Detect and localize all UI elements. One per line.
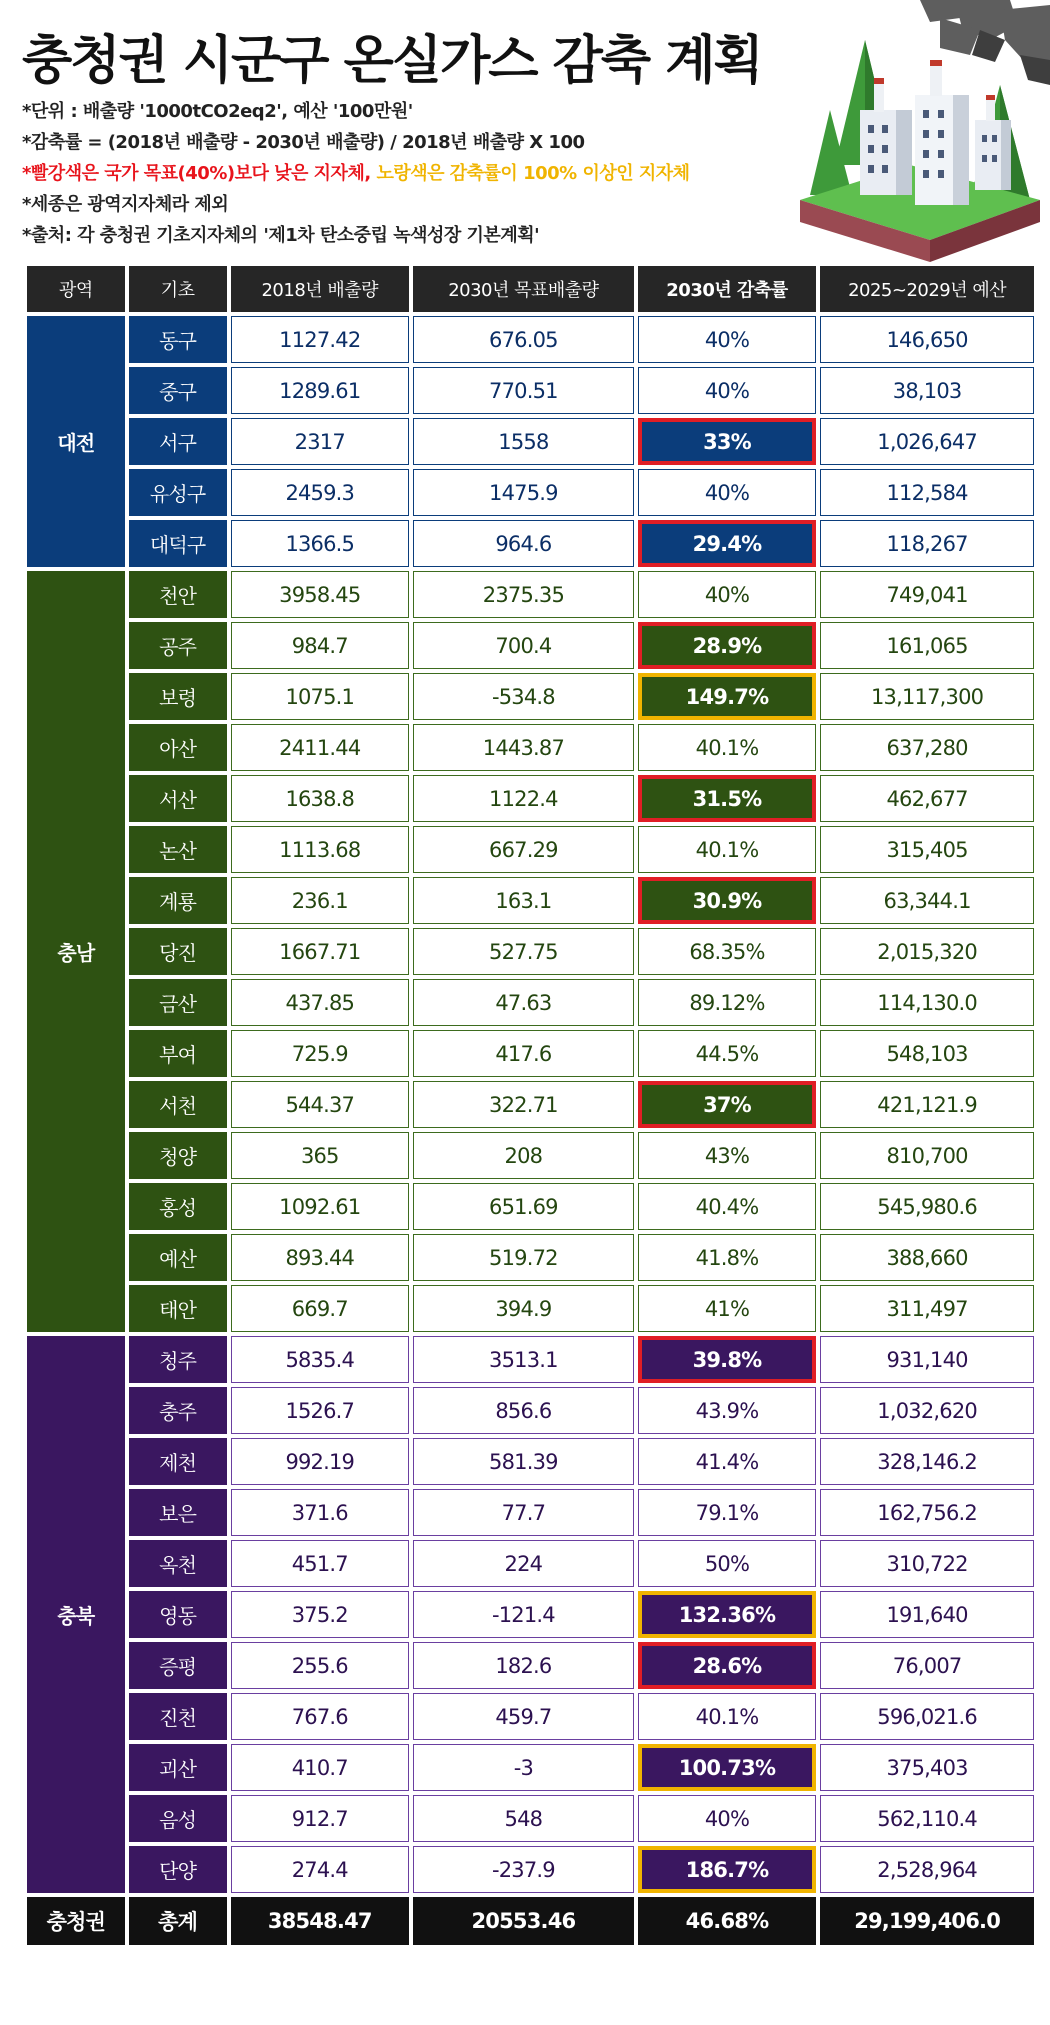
district-cell: 보은: [129, 1489, 227, 1536]
emission-2018-cell: 1289.61: [231, 367, 409, 414]
header-district: 기초: [129, 266, 227, 312]
budget-cell: 315,405: [820, 826, 1034, 873]
header-reduction-rate: 2030년 감축률: [638, 266, 816, 312]
table-row: [27, 1438, 1034, 1485]
budget-cell: 311,497: [820, 1285, 1034, 1332]
region-cell: 대전: [27, 316, 125, 567]
table-row: [27, 1234, 1034, 1281]
district-cell: 대덕구: [129, 520, 227, 567]
emission-2018-cell: 451.7: [231, 1540, 409, 1587]
district-cell: 논산: [129, 826, 227, 873]
emission-2018-cell: 1127.42: [231, 316, 409, 363]
district-cell: 청주: [129, 1336, 227, 1383]
target-2030-cell: 581.39: [413, 1438, 634, 1485]
total-row: [27, 1897, 1034, 1945]
reduction-rate-cell: 41.8%: [638, 1234, 816, 1281]
budget-cell: 596,021.6: [820, 1693, 1034, 1740]
emission-2018-cell: 1667.71: [231, 928, 409, 975]
budget-cell: 1,026,647: [820, 418, 1034, 465]
table-row: [27, 979, 1034, 1026]
region-cell: 충남: [27, 571, 125, 1332]
target-2030-cell: -121.4: [413, 1591, 634, 1638]
reduction-rate-cell-flagged: 31.5%: [638, 775, 816, 822]
budget-cell: 1,032,620: [820, 1387, 1034, 1434]
table-row: [27, 1336, 1034, 1383]
target-2030-cell: 77.7: [413, 1489, 634, 1536]
district-cell: 서산: [129, 775, 227, 822]
district-cell: 서구: [129, 418, 227, 465]
reduction-rate-cell-flagged: 39.8%: [638, 1336, 816, 1383]
header-target-2030: 2030년 목표배출량: [413, 266, 634, 312]
target-2030-cell: 1475.9: [413, 469, 634, 516]
budget-cell: 637,280: [820, 724, 1034, 771]
target-2030-cell: 1558: [413, 418, 634, 465]
reduction-rate-cell: 40.1%: [638, 1693, 816, 1740]
district-cell: 홍성: [129, 1183, 227, 1230]
note-legend: [22, 158, 782, 189]
budget-cell: 191,640: [820, 1591, 1034, 1638]
target-2030-cell: 667.29: [413, 826, 634, 873]
reduction-rate-cell: 40.1%: [638, 826, 816, 873]
budget-cell: 114,130.0: [820, 979, 1034, 1026]
reduction-rate-cell: 40.1%: [638, 724, 816, 771]
reduction-rate-cell: 40%: [638, 367, 816, 414]
reduction-rate-cell-flagged: 29.4%: [638, 520, 816, 567]
target-2030-cell: 856.6: [413, 1387, 634, 1434]
table-row: [27, 928, 1034, 975]
reduction-rate-cell-flagged: 33%: [638, 418, 816, 465]
header-region: 광역: [27, 266, 125, 312]
emission-2018-cell: 2411.44: [231, 724, 409, 771]
reduction-rate-cell: 68.35%: [638, 928, 816, 975]
target-2030-cell: 208: [413, 1132, 634, 1179]
reduction-rate-cell-flagged: 132.36%: [638, 1591, 816, 1638]
reduction-rate-cell-flagged: 28.6%: [638, 1642, 816, 1689]
table-row: [27, 1846, 1034, 1893]
header-emission-2018: 2018년 배출량: [231, 266, 409, 312]
budget-cell: 462,677: [820, 775, 1034, 822]
district-cell: 당진: [129, 928, 227, 975]
district-cell: 충주: [129, 1387, 227, 1434]
target-2030-cell: 700.4: [413, 622, 634, 669]
budget-cell: 2,015,320: [820, 928, 1034, 975]
table-row: [27, 1183, 1034, 1230]
reduction-rate-cell: 40%: [638, 1795, 816, 1842]
budget-cell: 810,700: [820, 1132, 1034, 1179]
emission-2018-cell: 1526.7: [231, 1387, 409, 1434]
reduction-rate-cell: 79.1%: [638, 1489, 816, 1536]
page-title: 충청권 시군구 온실가스 감축 계획: [22, 31, 762, 91]
reduction-rate-cell: 41.4%: [638, 1438, 816, 1485]
district-cell: 예산: [129, 1234, 227, 1281]
table-row: [27, 1387, 1034, 1434]
district-cell: 금산: [129, 979, 227, 1026]
total-reduction-rate-cell: 46.68%: [638, 1897, 816, 1945]
district-cell: 태안: [129, 1285, 227, 1332]
emission-2018-cell: 984.7: [231, 622, 409, 669]
budget-cell: 562,110.4: [820, 1795, 1034, 1842]
target-2030-cell: 47.63: [413, 979, 634, 1026]
district-cell: 단양: [129, 1846, 227, 1893]
emission-2018-cell: 3958.45: [231, 571, 409, 618]
emission-2018-cell: 371.6: [231, 1489, 409, 1536]
table-row: [27, 418, 1034, 465]
total-budget-cell: 29,199,406.0: [820, 1897, 1034, 1945]
budget-cell: 328,146.2: [820, 1438, 1034, 1485]
district-cell: 음성: [129, 1795, 227, 1842]
budget-cell: 76,007: [820, 1642, 1034, 1689]
budget-cell: 545,980.6: [820, 1183, 1034, 1230]
budget-cell: 749,041: [820, 571, 1034, 618]
note-sejong: *세종은 광역지자체라 제외: [22, 194, 229, 215]
district-cell: 제천: [129, 1438, 227, 1485]
note-formula: *감축률 = (2018년 배출량 - 2030년 배출량) / 2018년 배출량 X 100: [22, 132, 585, 153]
emission-2018-cell: 669.7: [231, 1285, 409, 1332]
district-cell: 공주: [129, 622, 227, 669]
notes: [22, 96, 782, 251]
emission-2018-cell: 375.2: [231, 1591, 409, 1638]
target-2030-cell: 459.7: [413, 1693, 634, 1740]
budget-cell: 112,584: [820, 469, 1034, 516]
target-2030-cell: 770.51: [413, 367, 634, 414]
district-cell: 보령: [129, 673, 227, 720]
target-2030-cell: 163.1: [413, 877, 634, 924]
budget-cell: 388,660: [820, 1234, 1034, 1281]
emission-2018-cell: 1092.61: [231, 1183, 409, 1230]
table-row: [27, 571, 1034, 618]
budget-cell: 118,267: [820, 520, 1034, 567]
emission-2018-cell: 992.19: [231, 1438, 409, 1485]
emission-2018-cell: 1638.8: [231, 775, 409, 822]
district-cell: 진천: [129, 1693, 227, 1740]
target-2030-cell: -3: [413, 1744, 634, 1791]
district-cell: 괴산: [129, 1744, 227, 1791]
table-row: [27, 622, 1034, 669]
reduction-rate-cell: 50%: [638, 1540, 816, 1587]
note-unit: *단위 : 배출량 '1000tCO2eq2', 예산 '100만원': [22, 101, 413, 122]
reduction-rate-cell-flagged: 30.9%: [638, 877, 816, 924]
table-row: [27, 826, 1034, 873]
target-2030-cell: 417.6: [413, 1030, 634, 1077]
target-2030-cell: 651.69: [413, 1183, 634, 1230]
factory-illustration-icon: [790, 0, 1050, 262]
emission-2018-cell: 236.1: [231, 877, 409, 924]
district-cell: 천안: [129, 571, 227, 618]
district-cell: 부여: [129, 1030, 227, 1077]
legend-yellow-text: 노랑색은 감축률이 100% 이상인 지자체: [376, 163, 690, 184]
reduction-rate-cell-flagged: 100.73%: [638, 1744, 816, 1791]
reduction-rate-cell: 40%: [638, 316, 816, 363]
table-row: [27, 724, 1034, 771]
target-2030-cell: -237.9: [413, 1846, 634, 1893]
budget-cell: 161,065: [820, 622, 1034, 669]
district-cell: 유성구: [129, 469, 227, 516]
emission-2018-cell: 893.44: [231, 1234, 409, 1281]
total-label-cell: 총계: [129, 1897, 227, 1945]
district-cell: 서천: [129, 1081, 227, 1128]
reduction-rate-cell: 89.12%: [638, 979, 816, 1026]
target-2030-cell: 548: [413, 1795, 634, 1842]
target-2030-cell: -534.8: [413, 673, 634, 720]
reduction-rate-cell-flagged: 186.7%: [638, 1846, 816, 1893]
table-row: [27, 1642, 1034, 1689]
target-2030-cell: 3513.1: [413, 1336, 634, 1383]
target-2030-cell: 519.72: [413, 1234, 634, 1281]
budget-cell: 13,117,300: [820, 673, 1034, 720]
table-row: [27, 1744, 1034, 1791]
target-2030-cell: 964.6: [413, 520, 634, 567]
emission-table: [23, 262, 1038, 1949]
table-header-row: [27, 266, 1034, 312]
table-row: [27, 1285, 1034, 1332]
target-2030-cell: 322.71: [413, 1081, 634, 1128]
budget-cell: 548,103: [820, 1030, 1034, 1077]
table-row: [27, 673, 1034, 720]
table-row: [27, 1081, 1034, 1128]
reduction-rate-cell: 43.9%: [638, 1387, 816, 1434]
table-row: [27, 877, 1034, 924]
target-2030-cell: 527.75: [413, 928, 634, 975]
district-cell: 계룡: [129, 877, 227, 924]
emission-2018-cell: 255.6: [231, 1642, 409, 1689]
table-row: [27, 775, 1034, 822]
emission-2018-cell: 2459.3: [231, 469, 409, 516]
table-row: [27, 1795, 1034, 1842]
budget-cell: 421,121.9: [820, 1081, 1034, 1128]
table-body: [27, 316, 1034, 1945]
table-row: [27, 1132, 1034, 1179]
target-2030-cell: 2375.35: [413, 571, 634, 618]
table-row: [27, 1591, 1034, 1638]
table-row: [27, 1540, 1034, 1587]
district-cell: 아산: [129, 724, 227, 771]
reduction-rate-cell: 44.5%: [638, 1030, 816, 1077]
target-2030-cell: 394.9: [413, 1285, 634, 1332]
budget-cell: 38,103: [820, 367, 1034, 414]
emission-2018-cell: 437.85: [231, 979, 409, 1026]
region-cell: 충북: [27, 1336, 125, 1893]
district-cell: 옥천: [129, 1540, 227, 1587]
budget-cell: 162,756.2: [820, 1489, 1034, 1536]
emission-2018-cell: 725.9: [231, 1030, 409, 1077]
reduction-rate-cell-flagged: 28.9%: [638, 622, 816, 669]
budget-cell: 146,650: [820, 316, 1034, 363]
budget-cell: 931,140: [820, 1336, 1034, 1383]
district-cell: 영동: [129, 1591, 227, 1638]
district-cell: 청양: [129, 1132, 227, 1179]
emission-2018-cell: 912.7: [231, 1795, 409, 1842]
district-cell: 증평: [129, 1642, 227, 1689]
table-row: [27, 1489, 1034, 1536]
total-region-cell: 충청권: [27, 1897, 125, 1945]
budget-cell: 2,528,964: [820, 1846, 1034, 1893]
district-cell: 중구: [129, 367, 227, 414]
emission-2018-cell: 1075.1: [231, 673, 409, 720]
emission-2018-cell: 410.7: [231, 1744, 409, 1791]
budget-cell: 375,403: [820, 1744, 1034, 1791]
budget-cell: 310,722: [820, 1540, 1034, 1587]
table-row: [27, 520, 1034, 567]
table-row: [27, 469, 1034, 516]
reduction-rate-cell: 40.4%: [638, 1183, 816, 1230]
legend-red-text: *빨강색은 국가 목표(40%)보다 낮은 지자체: [22, 163, 365, 184]
table-row: [27, 1030, 1034, 1077]
target-2030-cell: 182.6: [413, 1642, 634, 1689]
header-budget: 2025~2029년 예산: [820, 266, 1034, 312]
table-row: [27, 367, 1034, 414]
emission-2018-cell: 1113.68: [231, 826, 409, 873]
target-2030-cell: 676.05: [413, 316, 634, 363]
reduction-rate-cell: 41%: [638, 1285, 816, 1332]
emission-2018-cell: 1366.5: [231, 520, 409, 567]
reduction-rate-cell: 40%: [638, 469, 816, 516]
emission-2018-cell: 274.4: [231, 1846, 409, 1893]
emission-2018-cell: 544.37: [231, 1081, 409, 1128]
target-2030-cell: 224: [413, 1540, 634, 1587]
district-cell: 동구: [129, 316, 227, 363]
legend-separator: ,: [364, 163, 377, 184]
emission-2018-cell: 365: [231, 1132, 409, 1179]
reduction-rate-cell: 40%: [638, 571, 816, 618]
target-2030-cell: 1122.4: [413, 775, 634, 822]
total-target-2030-cell: 20553.46: [413, 1897, 634, 1945]
note-source: *출처: 각 충청권 기초지자체의 '제1차 탄소중립 녹색성장 기본계획': [22, 225, 540, 246]
reduction-rate-cell: 43%: [638, 1132, 816, 1179]
table-row: [27, 316, 1034, 363]
emission-2018-cell: 5835.4: [231, 1336, 409, 1383]
budget-cell: 63,344.1: [820, 877, 1034, 924]
emission-2018-cell: 2317: [231, 418, 409, 465]
reduction-rate-cell-flagged: 37%: [638, 1081, 816, 1128]
reduction-rate-cell-flagged: 149.7%: [638, 673, 816, 720]
target-2030-cell: 1443.87: [413, 724, 634, 771]
total-emission-2018-cell: 38548.47: [231, 1897, 409, 1945]
table-row: [27, 1693, 1034, 1740]
emission-2018-cell: 767.6: [231, 1693, 409, 1740]
